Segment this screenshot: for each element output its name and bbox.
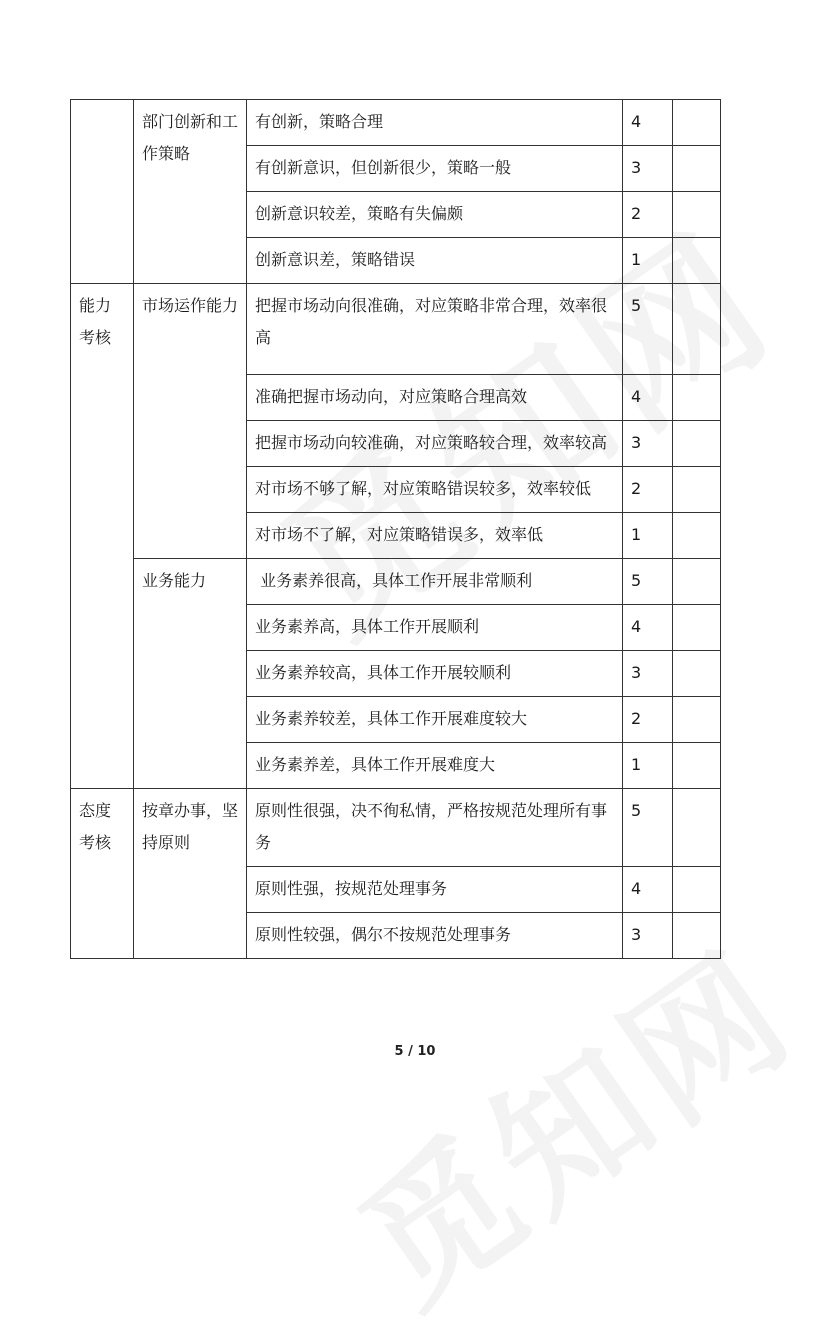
blank-cell (673, 743, 721, 789)
description-cell: 业务素养很高，具体工作开展非常顺利 (247, 559, 623, 605)
blank-cell (673, 605, 721, 651)
description-cell: 原则性强，按规范处理事务 (247, 867, 623, 913)
table-row (71, 559, 721, 605)
score-cell: 4 (623, 605, 673, 651)
description-cell: 原则性很强，决不徇私情，严格按规范处理所有事务 (247, 789, 623, 867)
score-cell: 1 (623, 238, 673, 284)
blank-cell (673, 100, 721, 146)
score-cell: 4 (623, 100, 673, 146)
blank-cell (673, 559, 721, 605)
blank-cell (673, 421, 721, 467)
blank-cell (673, 789, 721, 867)
evaluation-table (70, 99, 721, 959)
blank-cell (673, 651, 721, 697)
blank-cell (673, 513, 721, 559)
score-cell: 2 (623, 467, 673, 513)
score-cell: 3 (623, 651, 673, 697)
blank-cell (673, 146, 721, 192)
item-name-cell: 业务能力 (134, 559, 247, 789)
description-cell: 业务素养较高，具体工作开展较顺利 (247, 651, 623, 697)
blank-cell (673, 913, 721, 959)
score-cell: 3 (623, 421, 673, 467)
score-cell: 1 (623, 743, 673, 789)
description-cell: 准确把握市场动向，对应策略合理高效 (247, 375, 623, 421)
description-cell: 有创新意识，但创新很少，策略一般 (247, 146, 623, 192)
blank-cell (673, 192, 721, 238)
category-cell (71, 100, 134, 284)
score-cell: 5 (623, 789, 673, 867)
score-cell: 4 (623, 375, 673, 421)
description-cell: 业务素养高，具体工作开展顺利 (247, 605, 623, 651)
table-row (71, 789, 721, 867)
score-cell: 4 (623, 867, 673, 913)
description-cell: 把握市场动向很准确，对应策略非常合理，效率很高 (247, 284, 623, 375)
blank-cell (673, 867, 721, 913)
description-cell: 把握市场动向较准确，对应策略较合理，效率较高 (247, 421, 623, 467)
description-cell: 有创新，策略合理 (247, 100, 623, 146)
score-cell: 1 (623, 513, 673, 559)
item-name-cell: 部门创新和工作策略 (134, 100, 247, 284)
item-name-cell: 按章办事，坚持原则 (134, 789, 247, 959)
description-cell: 对市场不够了解，对应策略错误较多，效率较低 (247, 467, 623, 513)
blank-cell (673, 375, 721, 421)
description-cell: 原则性较强，偶尔不按规范处理事务 (247, 913, 623, 959)
blank-cell (673, 238, 721, 284)
table-row (71, 284, 721, 375)
page-indicator: 5 / 10 (394, 1044, 436, 1059)
watermark (311, 892, 828, 1344)
category-cell: 能力考核 (71, 284, 134, 789)
description-cell: 业务素养较差，具体工作开展难度较大 (247, 697, 623, 743)
blank-cell (673, 284, 721, 375)
category-cell: 态度考核 (71, 789, 134, 959)
description-cell: 对市场不了解，对应策略错误多，效率低 (247, 513, 623, 559)
item-name-cell: 市场运作能力 (134, 284, 247, 559)
table-row (71, 100, 721, 146)
description-cell: 创新意识较差，策略有失偏颇 (247, 192, 623, 238)
score-cell: 2 (623, 697, 673, 743)
score-cell: 5 (623, 284, 673, 375)
score-cell: 2 (623, 192, 673, 238)
blank-cell (673, 467, 721, 513)
score-cell: 3 (623, 913, 673, 959)
blank-cell (673, 697, 721, 743)
description-cell: 业务素养差，具体工作开展难度大 (247, 743, 623, 789)
score-cell: 3 (623, 146, 673, 192)
description-cell: 创新意识差，策略错误 (247, 238, 623, 284)
score-cell: 5 (623, 559, 673, 605)
